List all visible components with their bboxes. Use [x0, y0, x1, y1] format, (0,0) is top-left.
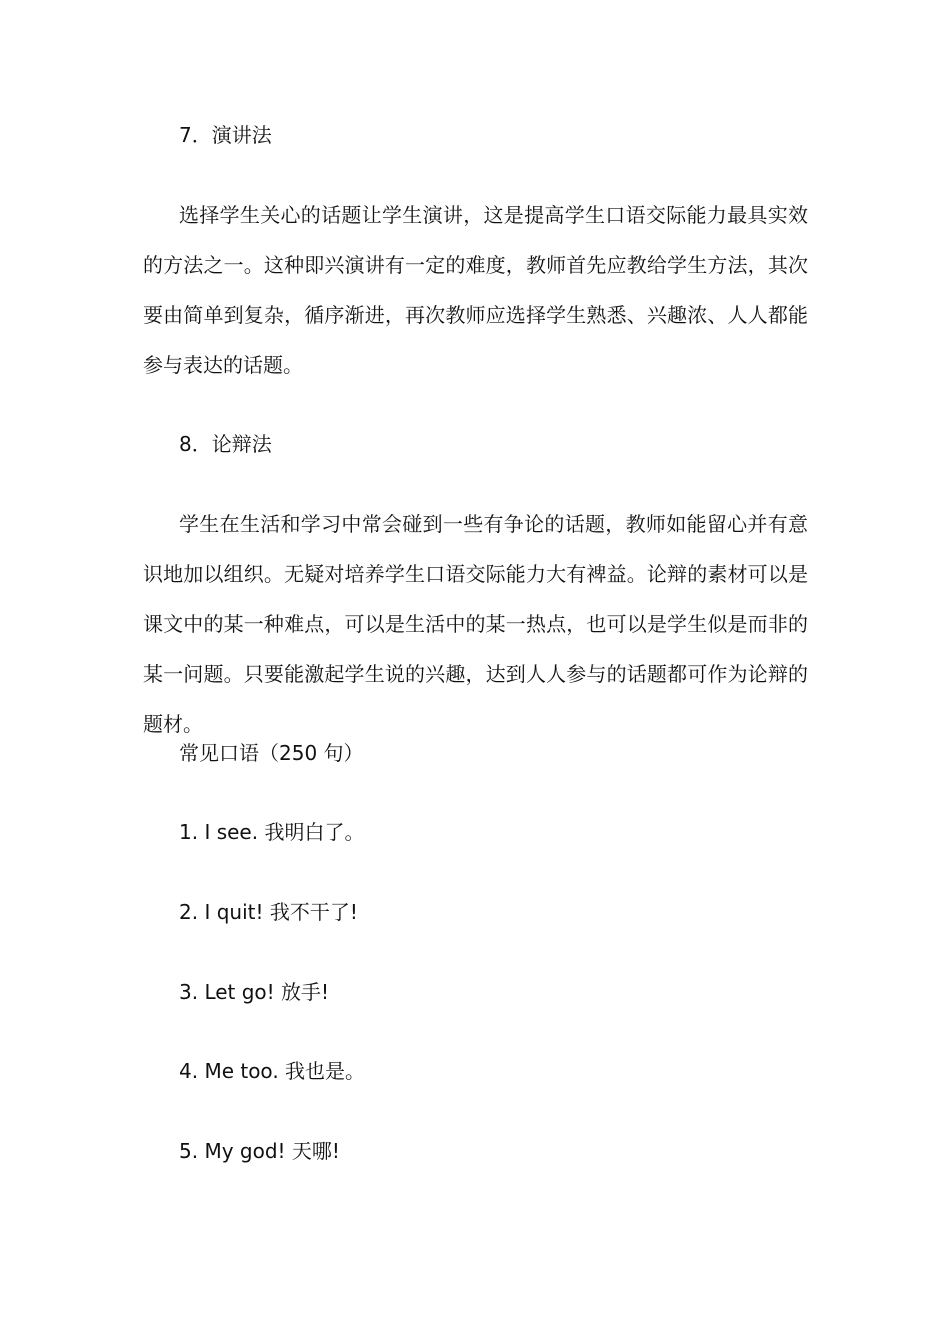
phrase-item: 2. I quit! 我不干了!	[179, 900, 358, 924]
phrase-item: 5. My god! 天哪!	[179, 1139, 340, 1163]
section-paragraph	[143, 499, 808, 749]
section-paragraph	[143, 190, 808, 390]
phrases-heading: 常见口语（250 句）	[179, 741, 364, 765]
paragraph-text: 学生在生活和学习中常会碰到一些有争论的话题，教师如能留心并有意识地加以组织。无疑对培养学生口语交际能力大有裨益。论辩的素材可以是课文中的某一种难点，可以是生活中的某一热点，也可以是学生似是而非的某一问题。只要能激起学生说的兴趣，达到人人参与的话题都可作为论辩的题材。	[143, 512, 808, 736]
phrase-item: 3. Let go! 放手!	[179, 980, 330, 1004]
phrase-item: 4. Me too. 我也是。	[179, 1059, 366, 1083]
section-heading: 8．论辩法	[179, 432, 272, 456]
paragraph-text: 选择学生关心的话题让学生演讲，这是提高学生口语交际能力最具实效的方法之一。这种即兴演讲有一定的难度，教师首先应教给学生方法，其次要由简单到复杂，循序渐进，再次教师应选择学生熟悉、兴趣浓、人人都能参与表达的话题。	[143, 203, 808, 377]
section-heading: 7．演讲法	[179, 123, 272, 147]
phrase-item: 1. I see. 我明白了。	[179, 820, 365, 844]
